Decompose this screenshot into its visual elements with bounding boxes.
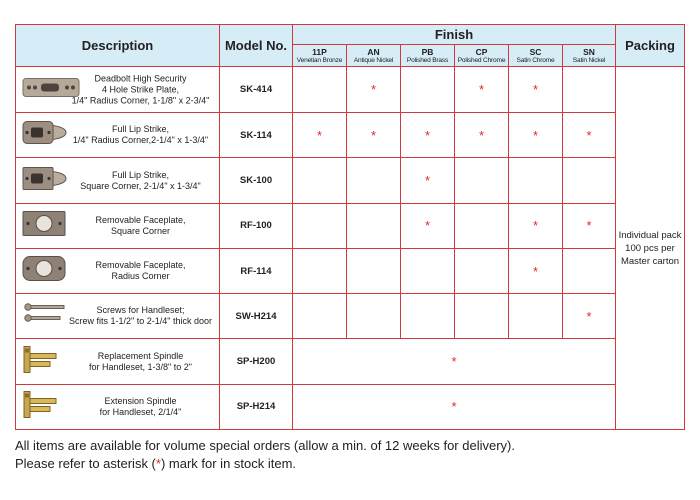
stock-mark-cp: * — [455, 67, 509, 113]
packing-line: Master carton — [620, 255, 680, 267]
header-description: Description — [16, 25, 220, 67]
finish-name: Venetian Bronze — [296, 56, 343, 64]
finish-cell-empty — [563, 158, 616, 203]
finish-cell-empty — [293, 294, 347, 339]
finish-name: Satin Nickel — [572, 56, 606, 64]
finish-cell-empty — [401, 248, 455, 293]
finish-cell-empty — [563, 248, 616, 293]
product-row — [16, 384, 685, 429]
model-number: SK-414 — [220, 67, 293, 113]
stock-mark-11p: * — [293, 113, 347, 158]
model-number: RF-114 — [220, 248, 293, 293]
stock-mark-all-finishes: * — [293, 339, 616, 384]
finish-cell-empty — [347, 294, 401, 339]
description-line: 1/4" Radius Corner,2-1/4" x 1-3/4" — [72, 135, 209, 146]
header-model-no: Model No. — [220, 25, 293, 67]
product-row — [16, 203, 685, 248]
stock-mark-pb: * — [401, 113, 455, 158]
description-line: for Handleset, 1-3/8" to 2" — [89, 361, 192, 372]
asterisk-icon: * — [155, 456, 161, 471]
stock-mark-sc: * — [509, 67, 563, 113]
description-line: Full Lip Strike, — [111, 124, 170, 135]
description-line: Full Lip Strike, — [111, 169, 170, 180]
description-cell — [16, 339, 220, 384]
finish-header-sc — [509, 45, 563, 67]
full-lip-strike-square-icon — [22, 165, 68, 196]
description-line: 1/4" Radius Corner, 1-1/8" x 2-3/4" — [71, 95, 210, 106]
screws-icon — [22, 301, 68, 332]
finish-name: Satin Chrome — [516, 56, 555, 64]
description-cell — [16, 384, 220, 429]
finish-code: CP — [475, 46, 488, 57]
description-line: Radius Corner — [111, 271, 170, 282]
model-number: RF-100 — [220, 203, 293, 248]
description-text — [66, 124, 215, 146]
stock-mark-sn: * — [563, 203, 616, 248]
model-number: SP-H214 — [220, 384, 293, 429]
finish-header-cp — [455, 45, 509, 67]
packing-line: Individual pack — [618, 229, 682, 241]
finish-cell-empty — [509, 294, 563, 339]
description-line: Removable Faceplate, — [95, 260, 186, 271]
stock-mark-pb: * — [401, 203, 455, 248]
faceplate-radius-icon — [22, 255, 66, 288]
finish-code: SC — [529, 46, 542, 57]
stock-mark-all-finishes: * — [293, 384, 616, 429]
description-line: 4 Hole Strike Plate, — [101, 84, 180, 95]
finish-cell-empty — [563, 67, 616, 113]
finish-cell-empty — [401, 294, 455, 339]
footer-line-asterisk-note — [15, 455, 515, 473]
finish-code: PB — [421, 46, 434, 57]
finish-code: AN — [367, 46, 380, 57]
description-text — [66, 73, 215, 106]
stock-mark-pb: * — [401, 158, 455, 203]
header-finish: Finish — [293, 25, 616, 45]
product-row — [16, 248, 685, 293]
finish-cell-empty — [293, 67, 347, 113]
description-cell — [16, 294, 220, 339]
description-line: Replacement Spindle — [97, 350, 184, 361]
finish-cell-empty — [293, 158, 347, 203]
description-cell — [16, 248, 220, 293]
finish-header-sn — [563, 45, 616, 67]
product-row — [16, 339, 685, 384]
finish-code: 11P — [312, 46, 327, 57]
faceplate-square-icon — [22, 209, 66, 242]
description-cell — [16, 67, 220, 113]
finish-header-pb — [401, 45, 455, 67]
description-line: Screw fits 1-1/2" to 2-1/4" thick door — [69, 316, 212, 327]
finish-cell-empty — [293, 248, 347, 293]
stock-mark-an: * — [347, 67, 401, 113]
finish-cell-empty — [455, 203, 509, 248]
finish-cell-empty — [347, 203, 401, 248]
description-cell — [16, 158, 220, 203]
stock-mark-sc: * — [509, 203, 563, 248]
footer-notes — [15, 437, 515, 473]
finish-cell-empty — [455, 248, 509, 293]
description-line: Extension Spindle — [104, 395, 177, 406]
packing-line: 100 pcs per — [625, 242, 675, 254]
description-cell — [16, 113, 220, 158]
description-text — [66, 170, 215, 192]
product-finish-table — [15, 24, 685, 430]
description-cell — [16, 203, 220, 248]
finish-name: Polished Brass — [406, 56, 449, 64]
header-packing: Packing — [616, 25, 685, 67]
finish-name: Polished Chrome — [457, 56, 506, 64]
finish-header-an — [347, 45, 401, 67]
stock-mark-sc: * — [509, 113, 563, 158]
packing-info — [616, 67, 685, 430]
description-line: Square Corner — [110, 225, 171, 236]
spindle-icon — [22, 342, 58, 381]
description-line: Screws for Handleset; — [96, 305, 185, 316]
stock-mark-sn: * — [563, 113, 616, 158]
finish-header-11p — [293, 45, 347, 67]
description-text — [66, 396, 215, 418]
description-text — [66, 351, 215, 373]
full-lip-strike-radius-icon — [22, 120, 68, 151]
product-row — [16, 113, 685, 158]
stock-mark-sc: * — [509, 248, 563, 293]
description-text — [66, 305, 215, 327]
spindle-icon — [22, 387, 58, 426]
stock-mark-sn: * — [563, 294, 616, 339]
finish-name: Antique Nickel — [353, 56, 394, 64]
finish-cell-empty — [401, 67, 455, 113]
finish-code: SN — [583, 46, 595, 57]
product-row — [16, 67, 685, 113]
stock-mark-an: * — [347, 113, 401, 158]
finish-cell-empty — [347, 248, 401, 293]
model-number: SK-114 — [220, 113, 293, 158]
model-number: SK-100 — [220, 158, 293, 203]
description-line: for Handleset, 2/1/4" — [99, 406, 182, 417]
footer-text-before: Please refer to asterisk ( — [15, 456, 156, 471]
description-line: Square Corner, 2-1/4" x 1-3/4" — [80, 180, 201, 191]
model-number: SP-H200 — [220, 339, 293, 384]
footer-text-after: ) mark for in stock item. — [160, 456, 297, 471]
description-text — [66, 260, 215, 282]
product-row — [16, 158, 685, 203]
description-line: Removable Faceplate, — [95, 214, 186, 225]
description-text — [66, 215, 215, 237]
stock-mark-cp: * — [455, 113, 509, 158]
footer-line-volume-orders: All items are available for volume special orders (allow a min. of 12 weeks for delivery). — [15, 438, 515, 453]
finish-cell-empty — [347, 158, 401, 203]
finish-cell-empty — [509, 158, 563, 203]
model-number: SW-H214 — [220, 294, 293, 339]
finish-cell-empty — [293, 203, 347, 248]
description-line: Deadbolt High Security — [94, 73, 187, 84]
finish-cell-empty — [455, 158, 509, 203]
product-row — [16, 294, 685, 339]
finish-cell-empty — [455, 294, 509, 339]
